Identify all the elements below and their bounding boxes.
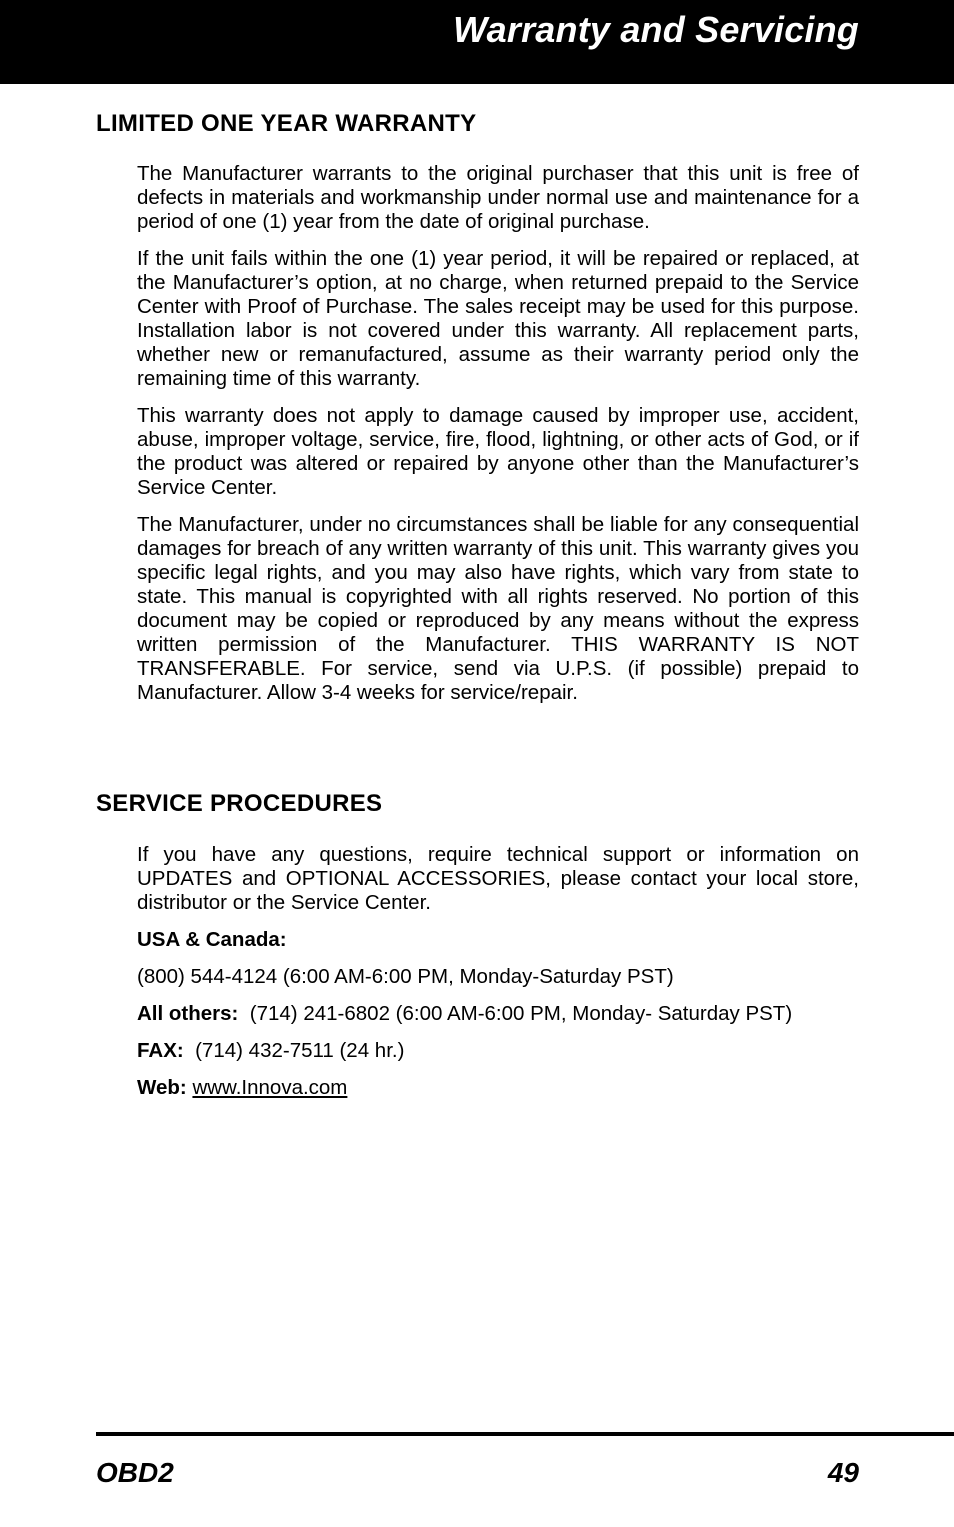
web-label: Web:	[137, 1076, 187, 1099]
fax-line	[137, 1039, 859, 1063]
fax-label: FAX:	[137, 1039, 184, 1062]
warranty-body	[137, 162, 859, 718]
usa-canada-phone	[137, 965, 859, 989]
service-heading: SERVICE PROCEDURES	[96, 790, 383, 817]
warranty-paragraph: The Manufacturer, under no circumstances shall be liable for any consequential damages for breach of any written warranty of this unit. This warranty gives you specific legal rights, and you may also have rights, which vary from state to state. This manual is copyrighted with all rights reserved. No portion of this document may be copied or reproduced by any means without the express written permission of the Manufacturer. THIS WARRANTY IS NOT TRANSFERABLE. For service, send via U.P.S. (if possible) prepaid to Manufacturer. Allow 3-4 weeks for service/repair.	[137, 513, 859, 704]
warranty-paragraph: If the unit fails within the one (1) year period, it will be repaired or replaced, at the Manufacturer’s option, at no charge, when returned prepaid to the Service Center with Proof of Purchase. The sales receipt may be used for this purpose. Installation labor is not covered under this warranty. All replacement parts, whether new or remanufactured, assume as their warranty period only the remaining time of this warranty.	[137, 247, 859, 390]
fax-value: (714) 432-7511 (24 hr.)	[195, 1039, 405, 1062]
warranty-paragraph: This warranty does not apply to damage caused by improper use, accident, abuse, improper voltage, service, fire, flood, lightning, or other acts of God, or if the product was altered or repaired by anyone other than the Manufacturer’s Service Center.	[137, 404, 859, 499]
all-others-label: All others:	[137, 1002, 239, 1025]
warranty-heading: LIMITED ONE YEAR WARRANTY	[96, 110, 477, 137]
usa-canada-value: (800) 544-4124 (6:00 AM-6:00 PM, Monday-Saturday PST)	[137, 965, 674, 988]
web-line	[137, 1076, 859, 1100]
service-intro: If you have any questions, require technical support or information on UPDATES and OPTIONAL ACCESSORIES, please contact your local store, distributor or the Service Center.	[137, 843, 859, 914]
usa-canada-line	[137, 928, 859, 952]
web-link[interactable]: www.Innova.com	[192, 1076, 348, 1099]
page-title: Warranty and Servicing	[453, 9, 859, 50]
service-body	[137, 843, 859, 1113]
usa-canada-label: USA & Canada:	[137, 928, 287, 951]
warranty-paragraph: The Manufacturer warrants to the original purchaser that this unit is free of defects in materials and workmanship under normal use and maintenance for a period of one (1) year from the date of original purchase.	[137, 162, 859, 233]
footer-divider	[96, 1432, 954, 1436]
all-others-line	[137, 1002, 859, 1026]
header-bar	[0, 0, 954, 84]
page-number: 49	[827, 1457, 859, 1488]
all-others-value: (714) 241-6802 (6:00 AM-6:00 PM, Monday- Saturday PST)	[249, 1002, 793, 1025]
footer-product-name: OBD2	[96, 1457, 174, 1488]
